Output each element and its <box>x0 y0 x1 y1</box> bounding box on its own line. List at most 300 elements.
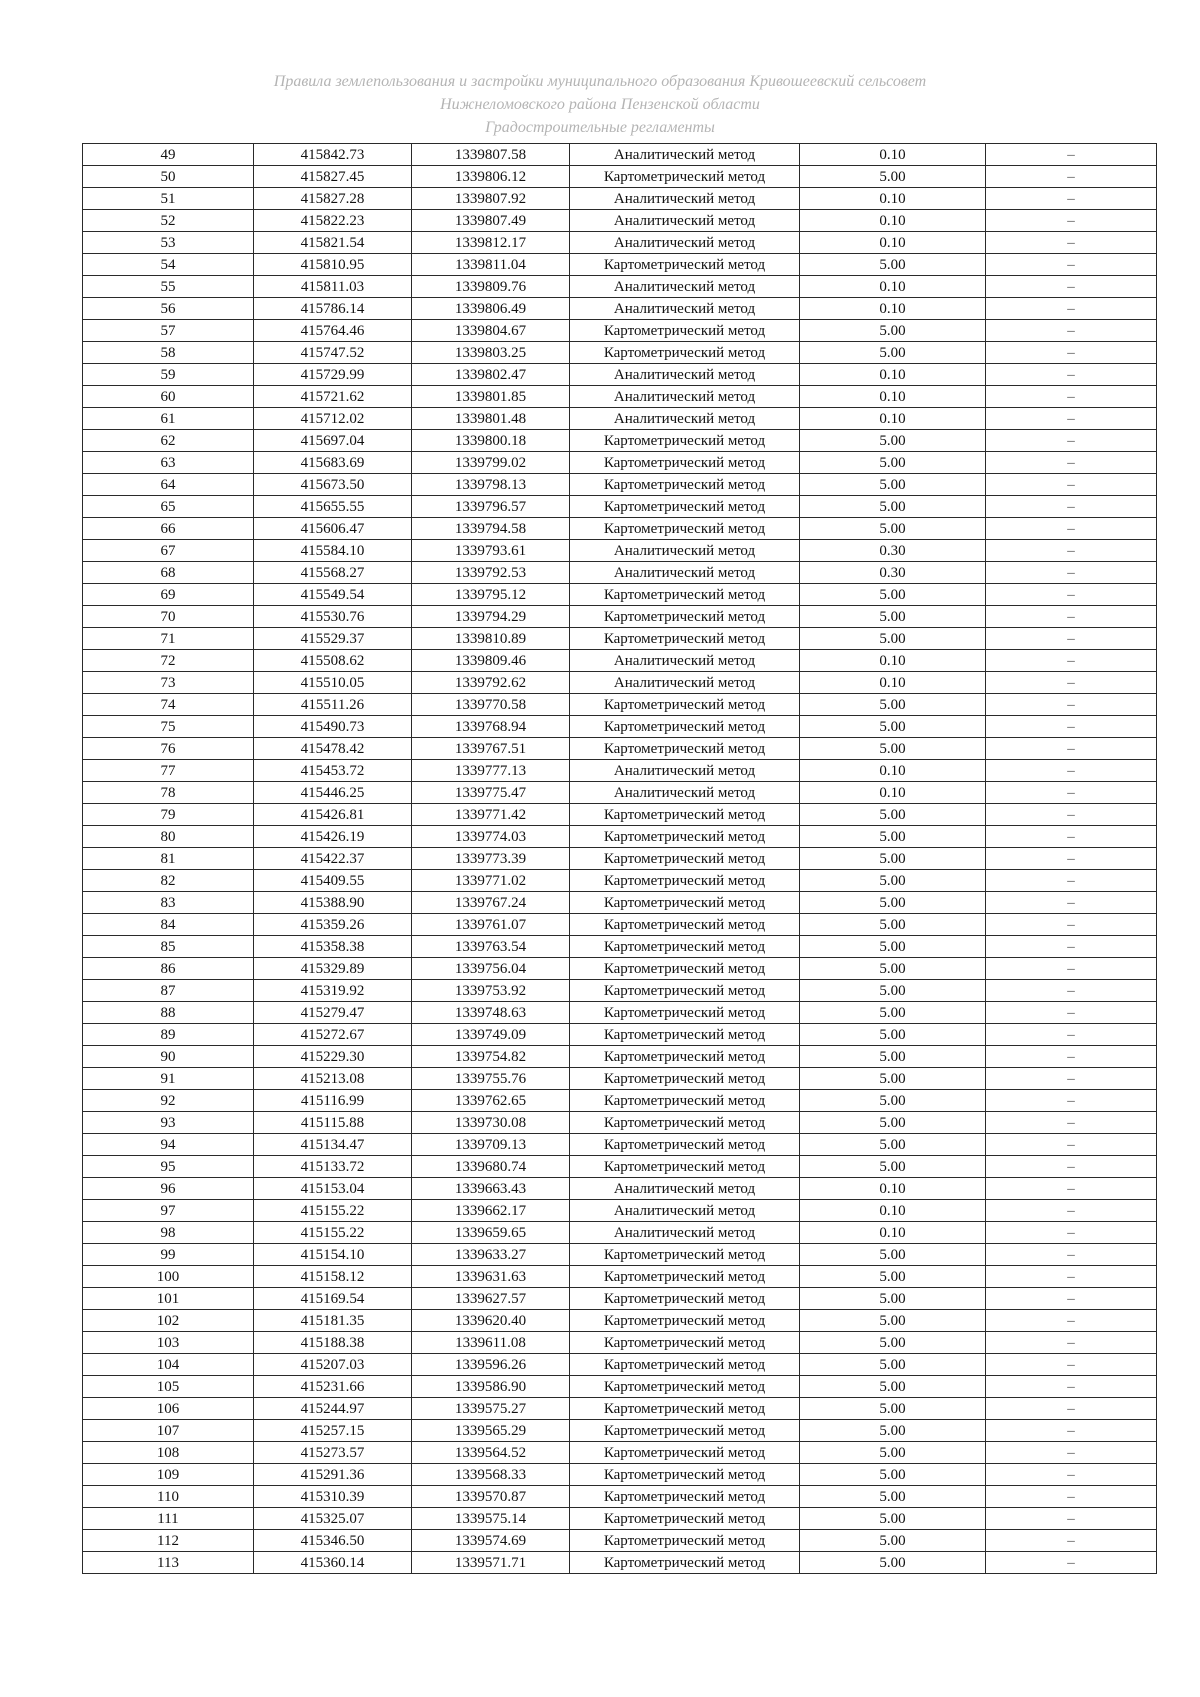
table-row <box>83 1310 1157 1332</box>
accuracy-cell: 5.00 <box>800 452 986 474</box>
description-cell: – <box>986 1464 1157 1486</box>
point-number-cell: 105 <box>83 1376 254 1398</box>
x-coordinate-cell: 415747.52 <box>254 342 412 364</box>
accuracy-cell: 5.00 <box>800 1134 986 1156</box>
point-number-cell: 92 <box>83 1090 254 1112</box>
accuracy-cell: 0.10 <box>800 276 986 298</box>
description-cell: – <box>986 562 1157 584</box>
method-cell: Аналитический метод <box>570 188 800 210</box>
point-number-cell: 112 <box>83 1530 254 1552</box>
y-coordinate-cell: 1339804.67 <box>412 320 570 342</box>
point-number-cell: 107 <box>83 1420 254 1442</box>
y-coordinate-cell: 1339627.57 <box>412 1288 570 1310</box>
accuracy-cell: 5.00 <box>800 1420 986 1442</box>
y-coordinate-cell: 1339662.17 <box>412 1200 570 1222</box>
description-cell: – <box>986 1288 1157 1310</box>
x-coordinate-cell: 415810.95 <box>254 254 412 276</box>
table-row <box>83 496 1157 518</box>
description-cell: – <box>986 760 1157 782</box>
x-coordinate-cell: 415721.62 <box>254 386 412 408</box>
y-coordinate-cell: 1339806.12 <box>412 166 570 188</box>
description-cell: – <box>986 1486 1157 1508</box>
y-coordinate-cell: 1339775.47 <box>412 782 570 804</box>
description-cell: – <box>986 232 1157 254</box>
accuracy-cell: 5.00 <box>800 870 986 892</box>
table-row <box>83 144 1157 166</box>
accuracy-cell: 5.00 <box>800 1288 986 1310</box>
description-cell: – <box>986 452 1157 474</box>
point-number-cell: 62 <box>83 430 254 452</box>
table-row <box>83 1508 1157 1530</box>
description-cell: – <box>986 1090 1157 1112</box>
accuracy-cell: 5.00 <box>800 1508 986 1530</box>
y-coordinate-cell: 1339586.90 <box>412 1376 570 1398</box>
y-coordinate-cell: 1339771.02 <box>412 870 570 892</box>
accuracy-cell: 5.00 <box>800 474 986 496</box>
y-coordinate-cell: 1339596.26 <box>412 1354 570 1376</box>
x-coordinate-cell: 415827.45 <box>254 166 412 188</box>
table-row <box>83 254 1157 276</box>
y-coordinate-cell: 1339767.24 <box>412 892 570 914</box>
accuracy-cell: 5.00 <box>800 166 986 188</box>
table-row <box>83 210 1157 232</box>
description-cell: – <box>986 518 1157 540</box>
y-coordinate-cell: 1339792.53 <box>412 562 570 584</box>
description-cell: – <box>986 254 1157 276</box>
x-coordinate-cell: 415273.57 <box>254 1442 412 1464</box>
method-cell: Картометрический метод <box>570 584 800 606</box>
table-row <box>83 914 1157 936</box>
method-cell: Аналитический метод <box>570 408 800 430</box>
accuracy-cell: 5.00 <box>800 430 986 452</box>
method-cell: Картометрический метод <box>570 1090 800 1112</box>
point-number-cell: 63 <box>83 452 254 474</box>
description-cell: – <box>986 584 1157 606</box>
method-cell: Картометрический метод <box>570 738 800 760</box>
point-number-cell: 93 <box>83 1112 254 1134</box>
description-cell: – <box>986 958 1157 980</box>
description-cell: – <box>986 1024 1157 1046</box>
y-coordinate-cell: 1339777.13 <box>412 760 570 782</box>
accuracy-cell: 5.00 <box>800 1376 986 1398</box>
table-row <box>83 1354 1157 1376</box>
method-cell: Картометрический метод <box>570 1464 800 1486</box>
y-coordinate-cell: 1339611.08 <box>412 1332 570 1354</box>
point-number-cell: 78 <box>83 782 254 804</box>
x-coordinate-cell: 415359.26 <box>254 914 412 936</box>
table-row <box>83 804 1157 826</box>
point-number-cell: 73 <box>83 672 254 694</box>
table-row <box>83 540 1157 562</box>
coordinates-table <box>82 143 1157 1574</box>
table-row <box>83 1288 1157 1310</box>
method-cell: Аналитический метод <box>570 364 800 386</box>
method-cell: Картометрический метод <box>570 1046 800 1068</box>
table-row <box>83 606 1157 628</box>
description-cell: – <box>986 1200 1157 1222</box>
y-coordinate-cell: 1339762.65 <box>412 1090 570 1112</box>
accuracy-cell: 5.00 <box>800 342 986 364</box>
y-coordinate-cell: 1339659.65 <box>412 1222 570 1244</box>
accuracy-cell: 5.00 <box>800 1090 986 1112</box>
accuracy-cell: 5.00 <box>800 958 986 980</box>
description-cell: – <box>986 386 1157 408</box>
point-number-cell: 51 <box>83 188 254 210</box>
description-cell: – <box>986 1266 1157 1288</box>
x-coordinate-cell: 415510.05 <box>254 672 412 694</box>
method-cell: Аналитический метод <box>570 276 800 298</box>
table-row <box>83 474 1157 496</box>
description-cell: – <box>986 1530 1157 1552</box>
accuracy-cell: 5.00 <box>800 980 986 1002</box>
table-row <box>83 980 1157 1002</box>
y-coordinate-cell: 1339803.25 <box>412 342 570 364</box>
accuracy-cell: 5.00 <box>800 848 986 870</box>
method-cell: Аналитический метод <box>570 210 800 232</box>
point-number-cell: 68 <box>83 562 254 584</box>
description-cell: – <box>986 804 1157 826</box>
x-coordinate-cell: 415158.12 <box>254 1266 412 1288</box>
method-cell: Аналитический метод <box>570 672 800 694</box>
y-coordinate-cell: 1339807.92 <box>412 188 570 210</box>
description-cell: – <box>986 166 1157 188</box>
method-cell: Картометрический метод <box>570 1332 800 1354</box>
method-cell: Картометрический метод <box>570 870 800 892</box>
accuracy-cell: 5.00 <box>800 1530 986 1552</box>
method-cell: Аналитический метод <box>570 562 800 584</box>
x-coordinate-cell: 415764.46 <box>254 320 412 342</box>
header-line-3: Градостроительные регламенты <box>485 119 715 136</box>
point-number-cell: 110 <box>83 1486 254 1508</box>
x-coordinate-cell: 415511.26 <box>254 694 412 716</box>
table-row <box>83 870 1157 892</box>
method-cell: Картометрический метод <box>570 1442 800 1464</box>
point-number-cell: 83 <box>83 892 254 914</box>
table-row <box>83 848 1157 870</box>
table-row <box>83 1024 1157 1046</box>
point-number-cell: 113 <box>83 1552 254 1574</box>
method-cell: Картометрический метод <box>570 1508 800 1530</box>
table-row <box>83 782 1157 804</box>
y-coordinate-cell: 1339798.13 <box>412 474 570 496</box>
point-number-cell: 60 <box>83 386 254 408</box>
accuracy-cell: 5.00 <box>800 936 986 958</box>
method-cell: Картометрический метод <box>570 1266 800 1288</box>
point-number-cell: 85 <box>83 936 254 958</box>
method-cell: Картометрический метод <box>570 1134 800 1156</box>
method-cell: Картометрический метод <box>570 848 800 870</box>
x-coordinate-cell: 415310.39 <box>254 1486 412 1508</box>
x-coordinate-cell: 415549.54 <box>254 584 412 606</box>
table-row <box>83 716 1157 738</box>
point-number-cell: 49 <box>83 144 254 166</box>
method-cell: Картометрический метод <box>570 980 800 1002</box>
accuracy-cell: 5.00 <box>800 518 986 540</box>
point-number-cell: 80 <box>83 826 254 848</box>
y-coordinate-cell: 1339730.08 <box>412 1112 570 1134</box>
description-cell: – <box>986 276 1157 298</box>
x-coordinate-cell: 415133.72 <box>254 1156 412 1178</box>
table-row <box>83 386 1157 408</box>
y-coordinate-cell: 1339812.17 <box>412 232 570 254</box>
x-coordinate-cell: 415584.10 <box>254 540 412 562</box>
table-row <box>83 1046 1157 1068</box>
y-coordinate-cell: 1339564.52 <box>412 1442 570 1464</box>
description-cell: – <box>986 1420 1157 1442</box>
accuracy-cell: 0.10 <box>800 650 986 672</box>
point-number-cell: 71 <box>83 628 254 650</box>
x-coordinate-cell: 415155.22 <box>254 1222 412 1244</box>
x-coordinate-cell: 415115.88 <box>254 1112 412 1134</box>
y-coordinate-cell: 1339794.58 <box>412 518 570 540</box>
description-cell: – <box>986 1244 1157 1266</box>
description-cell: – <box>986 672 1157 694</box>
x-coordinate-cell: 415683.69 <box>254 452 412 474</box>
accuracy-cell: 0.10 <box>800 232 986 254</box>
description-cell: – <box>986 1354 1157 1376</box>
table-row <box>83 1464 1157 1486</box>
point-number-cell: 59 <box>83 364 254 386</box>
x-coordinate-cell: 415346.50 <box>254 1530 412 1552</box>
description-cell: – <box>986 342 1157 364</box>
x-coordinate-cell: 415116.99 <box>254 1090 412 1112</box>
x-coordinate-cell: 415842.73 <box>254 144 412 166</box>
point-number-cell: 111 <box>83 1508 254 1530</box>
y-coordinate-cell: 1339663.43 <box>412 1178 570 1200</box>
accuracy-cell: 5.00 <box>800 738 986 760</box>
x-coordinate-cell: 415655.55 <box>254 496 412 518</box>
y-coordinate-cell: 1339680.74 <box>412 1156 570 1178</box>
method-cell: Картометрический метод <box>570 1244 800 1266</box>
method-cell: Картометрический метод <box>570 1112 800 1134</box>
accuracy-cell: 5.00 <box>800 496 986 518</box>
table-row <box>83 936 1157 958</box>
description-cell: – <box>986 430 1157 452</box>
x-coordinate-cell: 415422.37 <box>254 848 412 870</box>
description-cell: – <box>986 1156 1157 1178</box>
description-cell: – <box>986 892 1157 914</box>
method-cell: Аналитический метод <box>570 540 800 562</box>
point-number-cell: 97 <box>83 1200 254 1222</box>
method-cell: Картометрический метод <box>570 452 800 474</box>
method-cell: Картометрический метод <box>570 1156 800 1178</box>
description-cell: – <box>986 1332 1157 1354</box>
method-cell: Аналитический метод <box>570 1200 800 1222</box>
description-cell: – <box>986 782 1157 804</box>
y-coordinate-cell: 1339761.07 <box>412 914 570 936</box>
y-coordinate-cell: 1339796.57 <box>412 496 570 518</box>
point-number-cell: 89 <box>83 1024 254 1046</box>
y-coordinate-cell: 1339754.82 <box>412 1046 570 1068</box>
point-number-cell: 53 <box>83 232 254 254</box>
y-coordinate-cell: 1339807.58 <box>412 144 570 166</box>
table-row <box>83 1222 1157 1244</box>
table-row <box>83 628 1157 650</box>
y-coordinate-cell: 1339799.02 <box>412 452 570 474</box>
description-cell: – <box>986 188 1157 210</box>
table-row <box>83 276 1157 298</box>
table-row <box>83 1112 1157 1134</box>
x-coordinate-cell: 415154.10 <box>254 1244 412 1266</box>
x-coordinate-cell: 415229.30 <box>254 1046 412 1068</box>
point-number-cell: 94 <box>83 1134 254 1156</box>
point-number-cell: 79 <box>83 804 254 826</box>
x-coordinate-cell: 415188.38 <box>254 1332 412 1354</box>
method-cell: Аналитический метод <box>570 232 800 254</box>
x-coordinate-cell: 415508.62 <box>254 650 412 672</box>
accuracy-cell: 5.00 <box>800 1398 986 1420</box>
x-coordinate-cell: 415822.23 <box>254 210 412 232</box>
point-number-cell: 58 <box>83 342 254 364</box>
description-cell: – <box>986 914 1157 936</box>
method-cell: Картометрический метод <box>570 958 800 980</box>
y-coordinate-cell: 1339565.29 <box>412 1420 570 1442</box>
table-row <box>83 1486 1157 1508</box>
description-cell: – <box>986 606 1157 628</box>
point-number-cell: 88 <box>83 1002 254 1024</box>
y-coordinate-cell: 1339773.39 <box>412 848 570 870</box>
description-cell: – <box>986 1112 1157 1134</box>
x-coordinate-cell: 415446.25 <box>254 782 412 804</box>
accuracy-cell: 5.00 <box>800 914 986 936</box>
method-cell: Картометрический метод <box>570 716 800 738</box>
x-coordinate-cell: 415213.08 <box>254 1068 412 1090</box>
description-cell: – <box>986 1398 1157 1420</box>
description-cell: – <box>986 320 1157 342</box>
table-row <box>83 1090 1157 1112</box>
x-coordinate-cell: 415811.03 <box>254 276 412 298</box>
x-coordinate-cell: 415134.47 <box>254 1134 412 1156</box>
y-coordinate-cell: 1339774.03 <box>412 826 570 848</box>
x-coordinate-cell: 415388.90 <box>254 892 412 914</box>
y-coordinate-cell: 1339620.40 <box>412 1310 570 1332</box>
table-row <box>83 1398 1157 1420</box>
description-cell: – <box>986 408 1157 430</box>
description-cell: – <box>986 1376 1157 1398</box>
point-number-cell: 91 <box>83 1068 254 1090</box>
y-coordinate-cell: 1339709.13 <box>412 1134 570 1156</box>
description-cell: – <box>986 298 1157 320</box>
x-coordinate-cell: 415453.72 <box>254 760 412 782</box>
accuracy-cell: 5.00 <box>800 1486 986 1508</box>
accuracy-cell: 5.00 <box>800 1442 986 1464</box>
point-number-cell: 76 <box>83 738 254 760</box>
point-number-cell: 54 <box>83 254 254 276</box>
accuracy-cell: 5.00 <box>800 826 986 848</box>
table-row <box>83 518 1157 540</box>
accuracy-cell: 0.10 <box>800 144 986 166</box>
description-cell: – <box>986 144 1157 166</box>
accuracy-cell: 5.00 <box>800 606 986 628</box>
y-coordinate-cell: 1339749.09 <box>412 1024 570 1046</box>
y-coordinate-cell: 1339806.49 <box>412 298 570 320</box>
accuracy-cell: 0.10 <box>800 210 986 232</box>
description-cell: – <box>986 540 1157 562</box>
point-number-cell: 106 <box>83 1398 254 1420</box>
y-coordinate-cell: 1339748.63 <box>412 1002 570 1024</box>
x-coordinate-cell: 415325.07 <box>254 1508 412 1530</box>
table-row <box>83 166 1157 188</box>
y-coordinate-cell: 1339755.76 <box>412 1068 570 1090</box>
table-row <box>83 892 1157 914</box>
description-cell: – <box>986 1046 1157 1068</box>
method-cell: Картометрический метод <box>570 892 800 914</box>
table-row <box>83 1156 1157 1178</box>
x-coordinate-cell: 415257.15 <box>254 1420 412 1442</box>
description-cell: – <box>986 716 1157 738</box>
y-coordinate-cell: 1339763.54 <box>412 936 570 958</box>
y-coordinate-cell: 1339767.51 <box>412 738 570 760</box>
table-row <box>83 298 1157 320</box>
accuracy-cell: 5.00 <box>800 1464 986 1486</box>
accuracy-cell: 0.10 <box>800 672 986 694</box>
method-cell: Картометрический метод <box>570 804 800 826</box>
y-coordinate-cell: 1339810.89 <box>412 628 570 650</box>
description-cell: – <box>986 1310 1157 1332</box>
accuracy-cell: 5.00 <box>800 1266 986 1288</box>
description-cell: – <box>986 980 1157 1002</box>
point-number-cell: 86 <box>83 958 254 980</box>
point-number-cell: 64 <box>83 474 254 496</box>
point-number-cell: 72 <box>83 650 254 672</box>
x-coordinate-cell: 415409.55 <box>254 870 412 892</box>
table-row <box>83 1200 1157 1222</box>
accuracy-cell: 5.00 <box>800 1046 986 1068</box>
y-coordinate-cell: 1339795.12 <box>412 584 570 606</box>
table-row <box>83 452 1157 474</box>
description-cell: – <box>986 1508 1157 1530</box>
x-coordinate-cell: 415529.37 <box>254 628 412 650</box>
description-cell: – <box>986 1222 1157 1244</box>
description-cell: – <box>986 210 1157 232</box>
method-cell: Картометрический метод <box>570 1068 800 1090</box>
method-cell: Картометрический метод <box>570 320 800 342</box>
description-cell: – <box>986 848 1157 870</box>
point-number-cell: 102 <box>83 1310 254 1332</box>
method-cell: Картометрический метод <box>570 1002 800 1024</box>
point-number-cell: 103 <box>83 1332 254 1354</box>
method-cell: Картометрический метод <box>570 254 800 276</box>
table-row <box>83 760 1157 782</box>
x-coordinate-cell: 415319.92 <box>254 980 412 1002</box>
method-cell: Аналитический метод <box>570 144 800 166</box>
point-number-cell: 56 <box>83 298 254 320</box>
x-coordinate-cell: 415530.76 <box>254 606 412 628</box>
point-number-cell: 66 <box>83 518 254 540</box>
method-cell: Картометрический метод <box>570 1288 800 1310</box>
y-coordinate-cell: 1339753.92 <box>412 980 570 1002</box>
point-number-cell: 84 <box>83 914 254 936</box>
point-number-cell: 52 <box>83 210 254 232</box>
y-coordinate-cell: 1339801.48 <box>412 408 570 430</box>
table-row <box>83 584 1157 606</box>
accuracy-cell: 5.00 <box>800 1354 986 1376</box>
table-row <box>83 650 1157 672</box>
accuracy-cell: 0.10 <box>800 1178 986 1200</box>
method-cell: Картометрический метод <box>570 606 800 628</box>
y-coordinate-cell: 1339794.29 <box>412 606 570 628</box>
y-coordinate-cell: 1339801.85 <box>412 386 570 408</box>
table-row <box>83 1442 1157 1464</box>
point-number-cell: 55 <box>83 276 254 298</box>
table-row <box>83 1266 1157 1288</box>
description-cell: – <box>986 628 1157 650</box>
point-number-cell: 82 <box>83 870 254 892</box>
description-cell: – <box>986 1552 1157 1574</box>
description-cell: – <box>986 650 1157 672</box>
x-coordinate-cell: 415426.81 <box>254 804 412 826</box>
description-cell: – <box>986 496 1157 518</box>
